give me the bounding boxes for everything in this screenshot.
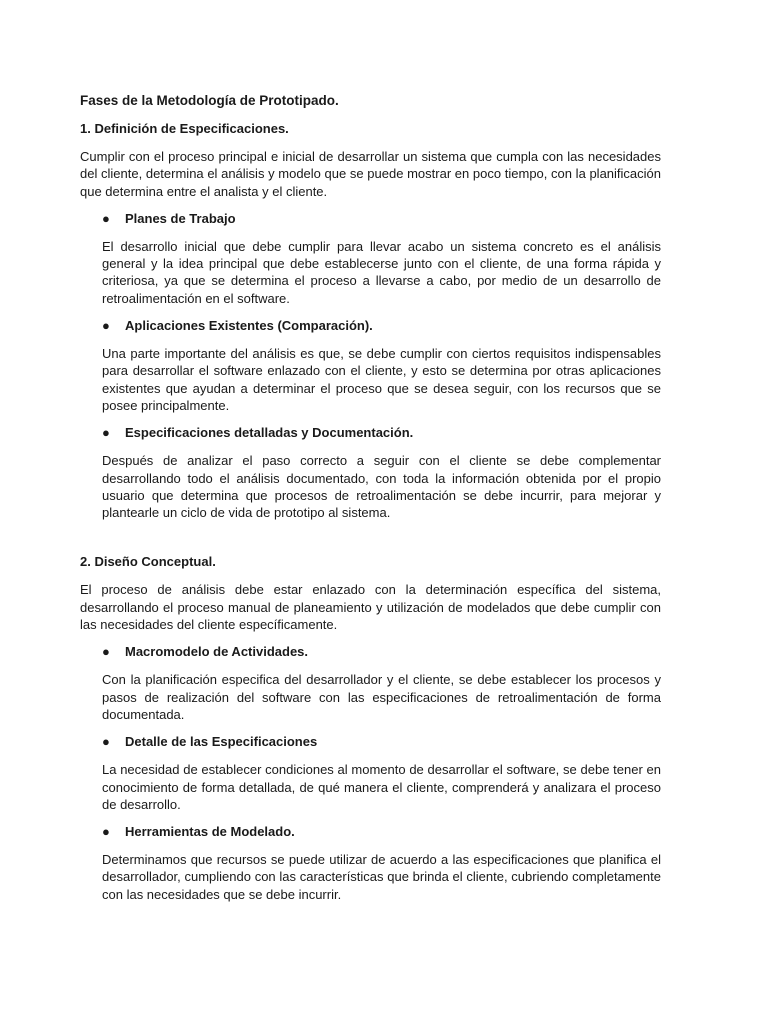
bullet-icon: ● [102,644,110,660]
bullet-text: La necesidad de establecer condiciones al momento de desarrollar el software, se debe tener en conocimiento de forma detallada, de qué manera el cliente, comprenderá y analizara el proceso de desarrollo. [102,762,661,812]
bullet-text: El desarrollo inicial que debe cumplir para llevar acabo un sistema concreto es el análisis general y la idea principal que debe establecerse junto con el cliente, de una forma rápida y criteriosa, ya que se determina el proceso a llevarse a cabo, por medio de un desarrollo de retroalimentación en el software. [102,238,661,306]
bullet-aplicaciones-existentes [102,317,661,335]
section-2-heading: 2. Diseño Conceptual. [80,554,216,570]
bullet-text: Determinamos que recursos se puede utilizar de acuerdo a las especificaciones que planifica el desarrollador, cumpliendo con las características que brinda el cliente, cubriendo completamente con las necesidades que se debe incurrir. [102,852,661,902]
section-spacer [80,531,661,553]
section-1-heading: 1. Definición de Especificaciones. [80,121,289,136]
bullet-label: Aplicaciones Existentes (Comparación). [125,318,373,334]
bullet-icon: ● [102,425,110,441]
section-1 [80,120,661,521]
document-page [80,92,661,913]
bullet-icon: ● [102,824,110,840]
bullet-text: Después de analizar el paso correcto a seguir con el cliente se debe complementar desarrollando todo el análisis documentado, con toda la información obtenida por el propio usuario que determina que procesos de retroalimentación se debe incurrir, para mejorar y plantearle un ciclo de vida de prototipo al sistema. [102,453,661,521]
bullet-especificaciones-detalladas [102,424,661,442]
bullet-macromodelo [102,643,661,661]
bullet-label: Herramientas de Modelado. [125,824,295,840]
bullet-icon: ● [102,734,110,750]
bullet-label: Detalle de las Especificaciones [125,734,318,750]
bullet-icon: ● [102,318,110,334]
section-1-intro: Cumplir con el proceso principal e inicial de desarrollar un sistema que cumpla con las necesidades del cliente, determina el análisis y modelo que se puede mostrar en poco tiempo, con la planificación que determina entre el analista y el cliente. [80,149,661,199]
section-2 [80,553,661,903]
document-title: Fases de la Metodología de Prototipado. [80,93,339,108]
bullet-text: Con la planificación especifica del desarrollador y el cliente, se debe establecer los procesos y pasos de realización del software con las especificaciones de retroalimentación de forma documentada. [102,672,661,722]
bullet-planes-de-trabajo [102,210,661,228]
bullet-label: Planes de Trabajo [125,210,236,226]
bullet-detalle-especificaciones [102,733,661,751]
bullet-label: Especificaciones detalladas y Documentación. [125,425,414,441]
bullet-herramientas-modelado [102,823,661,841]
bullet-label: Macromodelo de Actividades. [125,644,309,660]
bullet-icon: ● [102,210,110,226]
bullet-text: Una parte importante del análisis es que, se debe cumplir con ciertos requisitos indispensables para desarrollar el software enlazado con el cliente, y esto se determina por otras aplicaciones existentes que ayudan a determinar el proceso que se desea seguir, con los recursos que se posee principalmente. [102,346,661,413]
section-2-intro: El proceso de análisis debe estar enlazado con la determinación específica del sistema, desarrollando el proceso manual de planeamiento y utilización de modelados que debe cumplir con las necesidades del cliente específicamente. [80,582,661,633]
